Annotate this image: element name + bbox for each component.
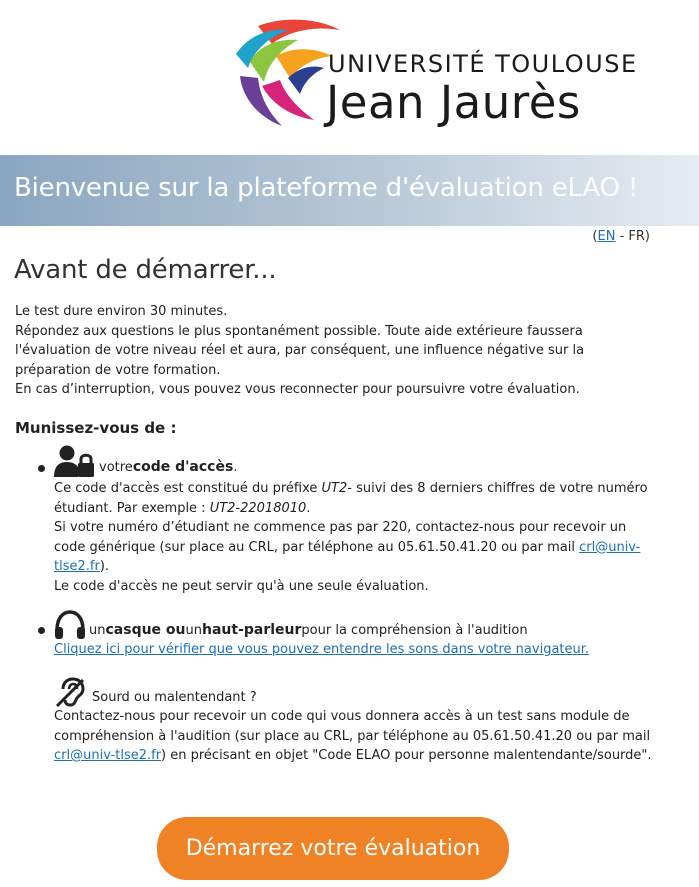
start-evaluation-button[interactable]: Démarrez votre évaluation <box>157 817 509 880</box>
user-lock-icon <box>54 445 96 477</box>
language-switcher <box>592 229 650 244</box>
item1-p2a: Si votre numéro d’étudiant ne commence pas par 220, contactez-nous pour recevoir un code générique (sur place au CRL, par téléphone au 05.61.50.41.20 ou par mail <box>54 520 627 555</box>
headphones-icon <box>54 610 86 640</box>
item3-p1b: ) en précisant en objet "Code ELAO pour personne malentendante/sourde". <box>161 748 652 763</box>
item1-paragraph-2 <box>54 518 654 577</box>
item1-p1e: . <box>306 500 311 516</box>
page-title: Avant de démarrer... <box>14 255 277 285</box>
item2-bold-2: haut-parleur <box>202 621 302 638</box>
item1-post: . <box>233 459 238 475</box>
lang-open: ( <box>592 229 598 244</box>
logo-line-2: Jean Jaurès <box>326 76 581 129</box>
hearing-impaired-icon <box>54 677 86 707</box>
welcome-banner <box>0 155 699 226</box>
item2-bold-1: casque ou <box>105 621 186 638</box>
intro-line-1: Le test dure environ 30 minutes. <box>15 304 228 319</box>
header <box>0 0 699 155</box>
intro-line-3: En cas d’interruption, vous pouvez vous reconnecter pour poursuivre votre évaluation. <box>15 382 580 397</box>
requirements-heading: Munissez-vous de : <box>15 419 177 437</box>
banner-title: Bienvenue sur la plateforme d'évaluation eLAO ! <box>14 173 639 203</box>
item1-p1c: suivi des 8 derniers chiffres de votre numéro étudiant. Par exemple : <box>54 481 648 516</box>
item2-mid: un <box>185 622 202 638</box>
crl-email-link-2[interactable]: crl@univ-tlse2.fr <box>54 748 162 763</box>
item1-bold: code d'accès <box>132 458 234 475</box>
crl-email-link[interactable]: crl@univ-tlse2.fr <box>54 539 641 574</box>
audio-check-link[interactable]: Cliquez ici pour vérifier que vous pouvez entendre les sons dans votre navigateur. <box>54 642 590 657</box>
item1-example: UT2-22018010 <box>209 500 307 516</box>
bullet <box>38 465 45 472</box>
item2-post: pour la compréhension à l'audition <box>301 622 528 638</box>
intro-text <box>15 302 625 400</box>
item1-prefix: UT2- <box>321 481 352 496</box>
item1-paragraph-1 <box>54 479 654 518</box>
item3-title: Sourd ou malentendant ? <box>92 689 257 705</box>
item1-p1a: Ce code d'accès est constitué du préfixe <box>54 481 322 496</box>
item1-paragraph-3: Le code d'accès ne peut servir qu'à une seule évaluation. <box>54 578 429 594</box>
bullet <box>38 627 45 634</box>
item3-p1a: Contactez-nous pour recevoir un code qui vous donnera accès à un test sans module de compréhension à l'audition (sur place au CRL, par téléphone au 05.61.50.41.20 ou par mail <box>54 709 651 744</box>
lang-fr: - FR) <box>615 229 650 244</box>
item3-paragraph <box>54 707 654 766</box>
item1-pre: votre <box>99 459 133 475</box>
item2-pre: un <box>89 622 106 638</box>
item1-p2b: ). <box>99 559 110 574</box>
intro-line-2: Répondez aux questions le plus spontanément possible. Toute aide extérieure faussera l'évaluation de votre niveau réel et aura, par conséquent, une influence négative sur la préparation de votre formation. <box>15 323 585 378</box>
lang-en-link[interactable]: EN <box>597 229 616 244</box>
logo-line-1: UNIVERSITÉ TOULOUSE <box>328 50 638 78</box>
